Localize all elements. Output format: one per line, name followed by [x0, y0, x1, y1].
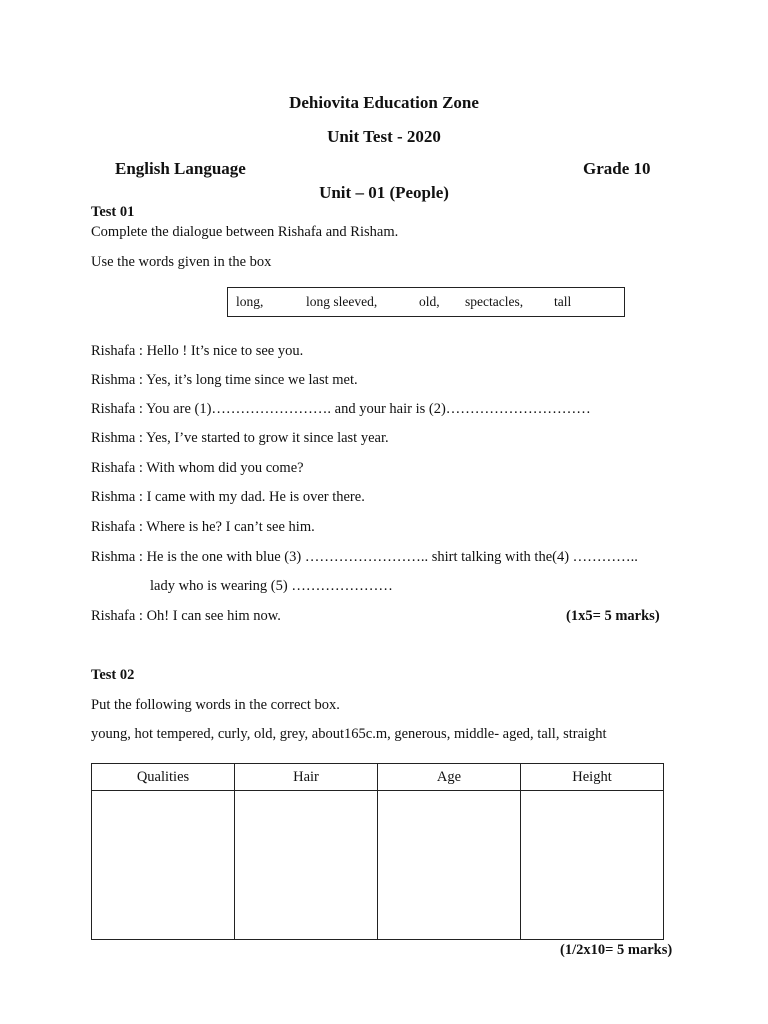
test1-title: Test 01: [91, 204, 135, 220]
dialogue-line: Rishma : Yes, I’ve started to grow it since last year.: [91, 430, 389, 446]
answer-cell-qualities[interactable]: [92, 791, 235, 940]
header-qualities: Qualities: [92, 764, 235, 791]
classification-table: [91, 763, 664, 940]
unit-title: Unit – 01 (People): [319, 183, 449, 202]
dialogue-line: Rishma : Yes, it’s long time since we last met.: [91, 372, 358, 388]
word-box-item: long sleeved,: [306, 294, 378, 309]
word-box-item: long,: [236, 294, 264, 309]
dialogue-line: Rishma : He is the one with blue (3) …………………….. shirt talking with the(4) …………..: [91, 549, 638, 565]
table-answer-row: [92, 791, 664, 940]
unit-test-title: Unit Test - 2020: [327, 127, 441, 146]
answer-cell-hair[interactable]: [235, 791, 378, 940]
header-hair: Hair: [235, 764, 378, 791]
test2-title: Test 02: [91, 667, 135, 683]
dialogue-line: lady who is wearing (5) …………………: [150, 578, 393, 594]
word-box-item: old,: [419, 294, 440, 309]
test1-instruction-2: Use the words given in the box: [91, 254, 272, 270]
header-age: Age: [378, 764, 521, 791]
dialogue-line: Rishafa : Hello ! It’s nice to see you.: [91, 343, 304, 359]
dialogue-line: Rishma : I came with my dad. He is over there.: [91, 489, 365, 505]
dialogue-line: Rishafa : Oh! I can see him now.: [91, 608, 281, 624]
word-box: [227, 287, 625, 317]
answer-cell-height[interactable]: [521, 791, 664, 940]
grade-label: Grade 10: [583, 159, 651, 178]
word-box-item: tall: [554, 294, 572, 309]
test1-marks: (1x5= 5 marks): [566, 608, 660, 624]
test2-word-list: young, hot tempered, curly, old, grey, about165c.m, generous, middle- aged, tall, straight: [91, 726, 607, 742]
subject-label: English Language: [115, 159, 246, 178]
test2-instruction: Put the following words in the correct box.: [91, 697, 340, 713]
test1-instruction-1: Complete the dialogue between Rishafa and Risham.: [91, 224, 399, 240]
dialogue-line: Rishafa : You are (1)……………………. and your hair is (2)…………………………: [91, 401, 591, 417]
header-height: Height: [521, 764, 664, 791]
dialogue-line: Rishafa : Where is he? I can’t see him.: [91, 519, 315, 535]
table-header-row: [92, 764, 664, 791]
answer-cell-age[interactable]: [378, 791, 521, 940]
dialogue-line: Rishafa : With whom did you come?: [91, 460, 304, 476]
zone-title: Dehiovita Education Zone: [289, 93, 479, 112]
word-box-item: spectacles,: [465, 294, 524, 309]
test2-marks: (1/2x10= 5 marks): [560, 942, 673, 958]
